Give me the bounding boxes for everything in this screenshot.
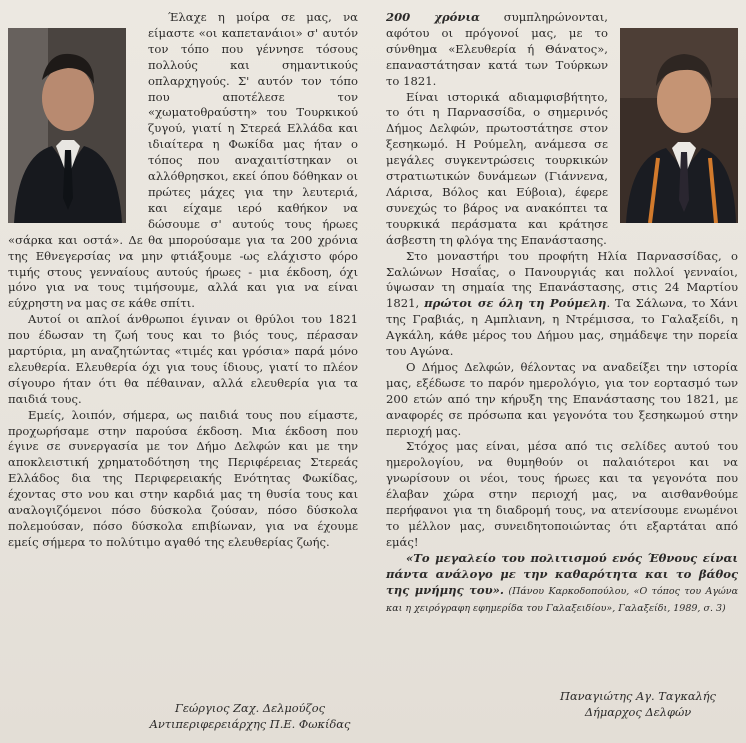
left-paragraph-2: Αυτοί οι απλοί άνθρωποι έγιναν οι θρύλοι του 1821 που έδωσαν τη ζωή τους και το βιός τους, πέρασαν μαρτύρια, μη αναζητώντας «τιμές και γρόσια» παρά μόνο ελευθερία. Ελευθερία όχι για τους ίδιους, γιατί το πλέον σίγουρο ήταν ότι θα πέθαιναν, αλλά ελευθερία για τα παιδιά τους. [8, 312, 358, 406]
left-paragraph-1: Έλαχε η μοίρα σε μας, να είμαστε «οι καπετανάιοι» σ' αυτόν τον τόπο που γέννησε τόσους πολλούς και σημαντικούς οπλαρχηγούς. Σ' αυτόν τον τόπο που αποτέλεσε τον «χωματοθραύστη» του Τουρκικού ζυγού, γιατί η Στερεά Ελλάδα και ιδιαίτερα η Φωκίδα μας ήταν ο τόπος που αναχαιτίστηκαν οι αλλόθρησκοι, εκεί όπου δόθηκαν οι πρώτες μάχες για την λευτεριά, και είχαμε ιερό καθήκον να δώσουμε σ' αυτούς τους ήρωες «σάρκα και οστά». Δε θα μπορούσαμε για τα 200 χρόνια της Εθνεγερσίας να μην φτιάξουμε -ως ελάχιστο φόρο τιμής στους γενναίους αυτούς ήρωες - μια έκδοση, όχι μόνο για να τους τιμήσουμε, αλλά και για να είναι εύχρηστη να μας σε κάθε σπίτι. [8, 10, 358, 311]
right-paragraph-1-text: συμπληρώνονται, αφότου οι πρόγονοί μας, με το σύνθημα «Ελευθερία ή Θάνατος», επαναστάτησαν κατά των Τούρκων το 1821. [386, 10, 608, 88]
right-paragraph-3 [386, 249, 738, 360]
portrait-man-right-icon [620, 28, 738, 223]
signature-right [548, 688, 728, 720]
right-column [386, 10, 738, 616]
right-paragraph-5: Στόχος μας είναι, μέσα από τις σελίδες αυτού του ημερολογίου, να θυμηθούν οι παλαιότεροι και να γνωρίσουν οι νέοι, τους ήρωες και τα γεγονότα που έλαβαν χώρα στην περιοχή μας, να αισθανθούμε περήφανοι για τη διαδρομή τους, να ατενίσουμε ενωμένοι το μέλλον μας, συνειδητοποιώντας ότι εξαρτάται από εμάς! [386, 439, 738, 549]
signature-left-title: Αντιπεριφερειάρχης Π.Ε. Φωκίδας [149, 717, 351, 731]
portrait-man-left-icon [8, 28, 126, 223]
portrait-photo-left [8, 28, 126, 223]
quote-paragraph [386, 551, 738, 617]
left-paragraph-3: Εμείς, λοιπόν, σήμερα, ως παιδιά τους που είμαστε, προχωρήσαμε στην παρούσα έκδοση. Μια έκδοση που έγινε σε συνεργασία με τον Δήμο Δελφών και με την αποκλειστική χρηματοδότηση της Περιφέρειας Στερεάς Ελλάδος δια της Περιφερειακής Ενότητας Φωκίδας, έχοντας στο νου και στην καρδιά μας τη θυσία τους και αναλογιζόμενοι πόσο δύσκολα ζούσαν, πόσο δύσκολα πολεμούσαν, πόσο δύσκολα επιβίωναν, για να έχουμε εμείς σήμερα το πολύτιμο αγαθό της ελευθερίας ζωής. [8, 407, 358, 549]
signature-left [135, 700, 365, 732]
portrait-photo-right [620, 28, 738, 223]
quote-citation: (Πάνου Καρκοδοπούλου, «Ο τόπος του Αγώνα και η χειρόγραφη εφημερίδα του Γαλαξειδίου», Γαλαξείδι, 1989, σ. 3) [386, 585, 738, 614]
left-column [8, 10, 358, 551]
right-paragraph-3-end: . Τα Σάλωνα, το Χάνι της Γραβιάς, η Αμπλιανη, η Ντρέμισσα, το Γαλαξείδι, η Αγκάλη, κάθε μέρος του Δήμου μας, σημάδεψε την πορεία του Αγώνα. [386, 296, 738, 359]
first-in-roumeli-emphasis: πρώτοι σε όλη τη Ρούμελη [424, 296, 607, 311]
quote-text: «Το μεγαλείο του πολιτισμού ενός Έθνους είναι πάντα ανάλογο με την καθαρότητα και το βάθος της μνήμης του». [386, 550, 738, 597]
signature-right-name: Παναγιώτης Αγ. Ταγκαλής [560, 689, 716, 703]
signature-left-name: Γεώργιος Ζαχ. Δελμούζος [174, 701, 326, 715]
right-paragraph-3-start: Στο μοναστήρι του προφήτη Ηλία Παρνασσίδας, ο Σαλώνων Ησαΐας, ο Πανουργιάς και πολλοί γενναίοι, ύψωσαν τη σημαία της Επανάστασης, στις 24 Μαρτίου 1821, [386, 248, 738, 311]
right-paragraph-4: Ο Δήμος Δελφών, θέλοντας να αναδείξει την ιστορία μας, εξέδωσε το παρόν ημερολόγιο, για τον εορτασμό των 200 ετών από την κήρυξη της Επανάστασης του 1821, με αναφορές σε πρόσωπα και γεγονότα του ξεσηκωμού στην περιοχή μας. [386, 359, 738, 438]
right-paragraph-2: Είναι ιστορικά αδιαμφισβήτητο, το ότι η Παρνασσίδα, ο σημερινός Δήμος Δελφών, πρωτοστάτησε στον ξεσηκωμό. Η Ρούμελη, ανάμεσα σε μεγάλες συγκεντρώσεις τουρκικών στρατιωτικών δυνάμεων (Γιάννενα, Λάρισα, Βόλος και Εύβοια), έφερε συνεχώς το βάρος να ανακόπτει τα τουρκικά περάσματα και κράτησε άσβεστη τη φλόγα της Επανάστασης. [386, 89, 608, 247]
anniversary-emphasis: 200 χρόνια [386, 10, 480, 24]
signature-right-title: Δήμαρχος Δελφών [584, 705, 692, 719]
